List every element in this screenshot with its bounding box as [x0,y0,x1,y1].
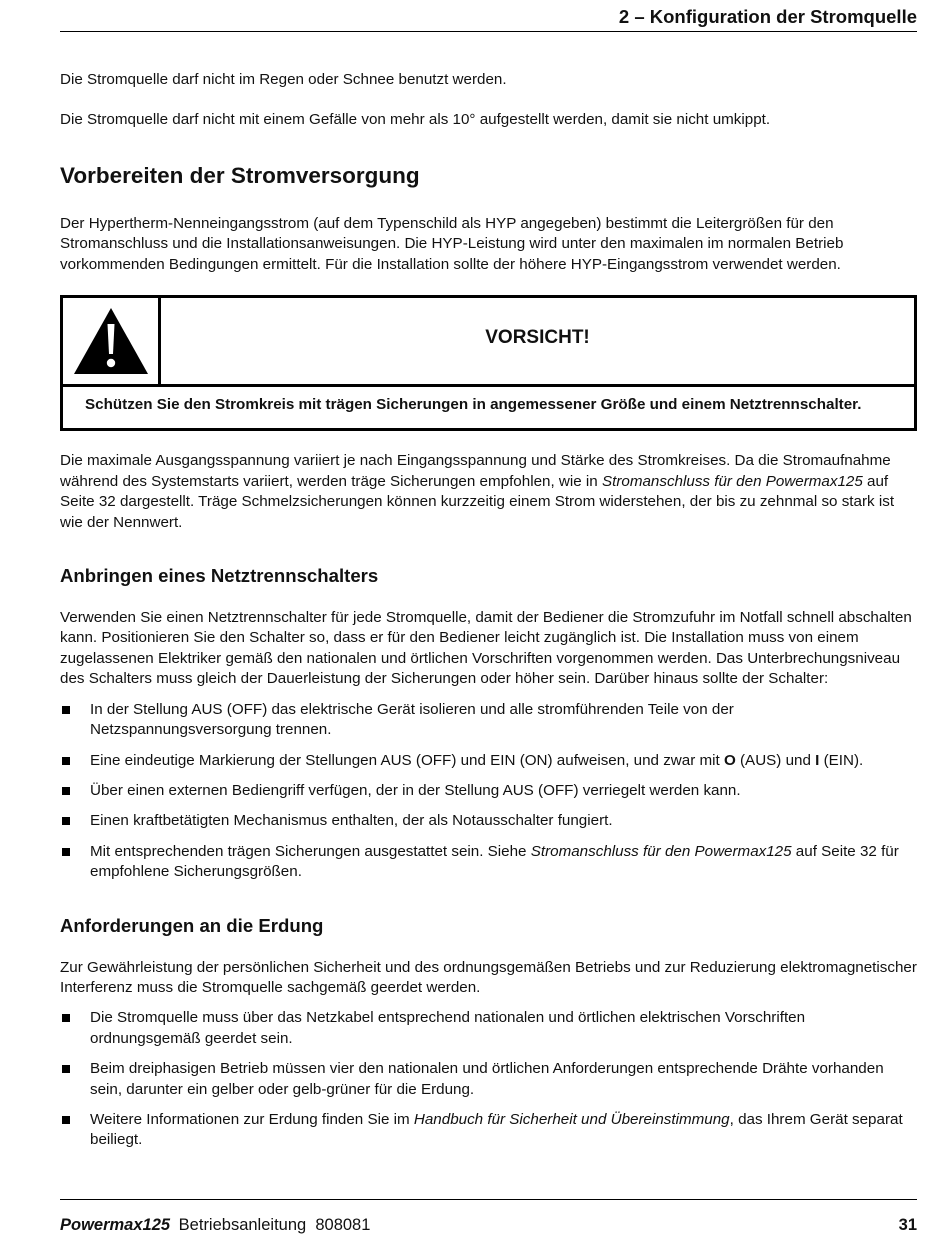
list-item [60,781,917,801]
cross-reference-link[interactable]: Stromanschluss für den Powermax125 [601,472,863,490]
list-item-text: (EIN). [819,751,864,769]
bullet-square-icon [62,757,70,765]
list-item-text: Mit entsprechenden trägen Sicherungen ausgestattet sein. Siehe [90,842,531,860]
disconnect-switch-list [60,700,917,883]
list-item-text: Beim dreiphasigen Betrieb müssen vier den nationalen und örtlichen Anforderungen entsprechende Drähte vorhanden sein, darunter ein gelber oder gelb-grüner für die Erdung. [90,1060,884,1098]
header-divider [60,31,917,32]
grounding-paragraph: Zur Gewährleistung der persönlichen Sicherheit und des ordnungsgemäßen Betriebs und zur Reduzierung elektromagnetischer Interferenz muss die Stromquelle sachgemäß geerdet werden. [60,958,917,996]
warning-triangle-icon [72,306,150,376]
list-item-text: Einen kraftbetätigten Mechanismus enthalten, der als Notausschalter fungiert. [90,812,613,830]
grounding-list [60,1008,917,1150]
off-symbol: O [723,751,736,769]
bullet-square-icon [62,1065,70,1073]
manual-page [60,0,917,1254]
list-item-text: (AUS) und [735,751,816,769]
footer-document-title: Betriebsanleitung 808081 [178,1216,371,1234]
list-item-text: Die Stromquelle muss über das Netzkabel entsprechend nationalen und örtlichen elektrischen Vorschriften ordnungsgemäß geerdet sein. [90,1009,806,1047]
caution-header [63,298,914,387]
output-voltage-text-1: Die maximale Ausgangsspannung variiert je nach Eingangsspannung und Stärke des Stromkreises. Da die Stromaufnahme während des Systemstarts variiert, werden träge Sicherungen empfohlen, wie in [60,452,891,490]
intro-paragraph-rain: Die Stromquelle darf nicht im Regen oder Schnee benutzt werden. [60,71,507,88]
bullet-square-icon [62,706,70,714]
list-item [60,700,917,741]
power-supply-paragraph: Der Hypertherm-Nenneingangsstrom (auf dem Typenschild als HYP angegeben) bestimmt die Leitergrößen für den Stromanschluss und die Installationsanweisungen. Die HYP-Leistung wird unter den maximalen im normalen Betrieb vorkommenden Bedingungen ermittelt. Für die Installation sollte der höhere HYP-Eingangsstrom verwendet werden. [60,214,844,273]
on-symbol: I [815,751,820,769]
bullet-square-icon [62,848,70,856]
caution-text: Schützen Sie den Stromkreis mit trägen Sicherungen in angemessener Größe und einem Netztrennschalter. [85,396,862,414]
page-number: 31 [898,1216,917,1234]
caution-box [60,295,917,431]
bullet-square-icon [62,817,70,825]
list-item [60,811,917,831]
cross-reference-link[interactable]: Stromanschluss für den Powermax125 [530,842,792,860]
footer-product-name: Powermax125 [60,1216,171,1234]
list-item-text: auf Seite 32 für empfohlene Sicherungsgrößen. [90,842,899,881]
list-item [60,842,917,883]
chapter-header: 2 – Konfiguration der Stromquelle [618,6,917,27]
bullet-square-icon [62,1014,70,1022]
list-item-text: , das Ihrem Gerät separat beiliegt. [90,1110,903,1149]
page-footer [60,1216,917,1235]
list-item [60,1059,917,1100]
list-item-text: Weitere Informationen zur Erdung finden Sie im [90,1110,414,1128]
list-item [60,1110,917,1151]
caution-title: VORSICHT! [485,326,590,348]
bullet-square-icon [62,787,70,795]
list-item [60,751,917,771]
list-item-text: Eine eindeutige Markierung der Stellungen AUS (OFF) und EIN (ON) aufweisen, und zwar mit [90,751,724,769]
section-heading-grounding: Anforderungen an die Erdung [60,914,324,936]
section-heading-power-supply: Vorbereiten der Stromversorgung [60,162,420,188]
section-heading-disconnect-switch: Anbringen eines Netztrennschalters [60,565,379,587]
list-item [60,1008,917,1049]
output-voltage-text-2: auf Seite 32 dargestellt. Träge Schmelzsicherungen können kurzzeitig einem Strom widerstehen, der bis zu zehnmal so stark ist wie der Nennwert. [60,472,895,531]
bullet-square-icon [62,1116,70,1124]
caution-icon-cell [63,298,161,384]
cross-reference-link[interactable]: Handbuch für Sicherheit und Übereinstimmung [413,1110,730,1128]
footer-divider [60,1199,917,1200]
intro-paragraph-slope: Die Stromquelle darf nicht mit einem Gefälle von mehr als 10° aufgestellt werden, damit sie nicht umkippt. [60,111,771,129]
list-item-text: Über einen externen Bediengriff verfügen, der in der Stellung AUS (OFF) verriegelt werden kann. [90,781,741,799]
output-voltage-paragraph [60,451,917,533]
page-content [60,70,917,1161]
list-item-text: In der Stellung AUS (OFF) das elektrische Gerät isolieren und alle stromführenden Teile von der Netzspannungsversorgung trennen. [90,700,734,739]
disconnect-switch-paragraph: Verwenden Sie einen Netztrennschalter für jede Stromquelle, damit der Bediener die Stromzufuhr im Notfall schnell abschalten kann. Positionieren Sie den Schalter so, dass er für den Bediener leicht zugänglich ist. Die Installation muss von einem zugelassenen Elektriker gemäß den nationalen und örtlichen Vorschriften vorgenommen werden. Das Unterbrechungsniveau des Schalters muss gleich der Dauerleistung der Sicherungen oder höher sein. Darüber hinaus sollte der Schalter: [60,609,912,688]
